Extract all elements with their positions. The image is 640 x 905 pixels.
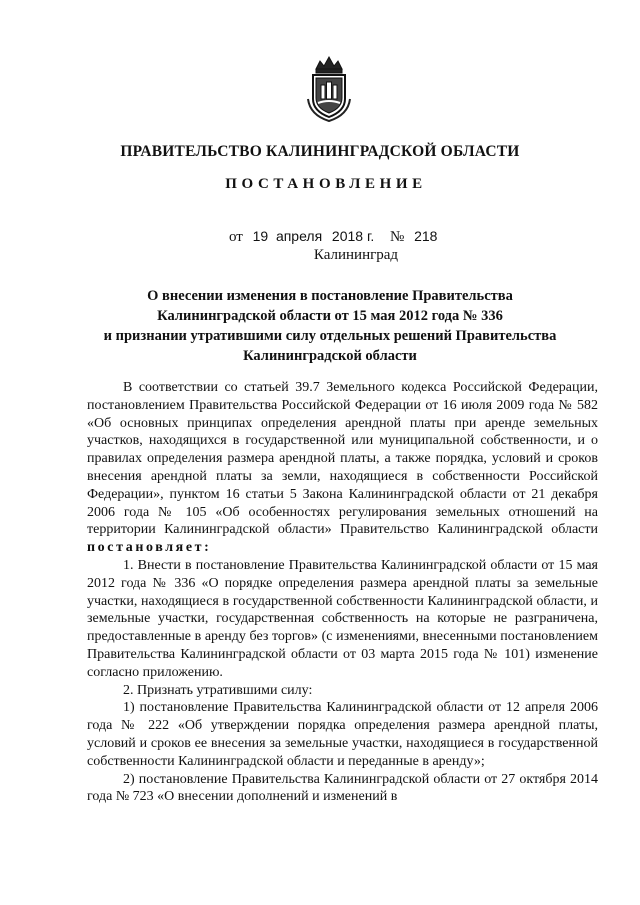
date-day: 19 [252,228,269,244]
item-2-1: 1) постановление Правительства Калининградской области от 12 апреля 2006 года № 222 «Об утверждении порядка определения размера арендной платы, условий и сроков ее внесения за земельные участки, находящиеся в государственной собственности Калининградской области и переданные в аренду»; [87,700,598,769]
city: Калининград [313,247,399,263]
date-month: апреля [275,228,323,244]
item-2-2: 2) постановление Правительства Калининградской области от 27 октября 2014 года № 723 «О внесении дополнений и изменений в [87,771,598,805]
date-prefix: от [229,229,243,245]
title-line: Калининградской области [243,348,417,364]
document-title [80,286,580,366]
coat-of-arms-icon [304,55,354,123]
title-line: Калининградской области от 15 мая 2012 года № 336 [157,308,503,324]
resolves-word: постановляет: [87,540,212,556]
intro-text: В соответствии со статьей 39.7 Земельного кодекса Российской Федерации, постановлением Правительства Российской Федерации от 16 июля 2009 года № 582 «Об основных принципах определения арендной платы при аренде земельных участков, находящихся в государственной или муниципальной собственности, и о правилах определения размера арендной платы, а также порядка, условий и сроков внесения арендной платы за земли, находящиеся в собственности Российской Федерации», пунктом 16 статьи 5 Закона Калининградской области от 21 декабря 2006 года № 105 «Об особенностях регулирования земельных отношений на территории Калининградской области» Правительство Калининградской области [87,380,598,538]
date-year: 2018 г. [331,228,375,244]
document-type: ПОСТАНОВЛЕНИЕ [225,176,427,192]
title-line: О внесении изменения в постановление Правительства [147,288,513,304]
intro-paragraph [87,379,598,557]
document-body [87,379,598,806]
document-number: 218 [414,228,438,244]
number-sign: № [390,229,405,245]
title-line: и признании утратившими силу отдельных решений Правительства [103,328,557,344]
item-1: 1. Внести в постановление Правительства Калининградской области от 15 мая 2012 года № 336 «О порядке определения размера арендной платы за земельные участки, находящиеся в государственной собственности Калининградской области, и земельные участки, государственная собственность на которые не разграничена, предоставленные в аренду без торгов» (с изменениями, внесенными постановлением Правительства Калининградской области от 03 марта 2015 года № 101) изменение согласно приложению. [87,557,598,680]
item-2: 2. Признать утратившими силу: [123,682,313,698]
government-name: ПРАВИТЕЛЬСТВО КАЛИНИНГРАДСКОЙ ОБЛАСТИ [120,143,520,160]
date-line [229,228,437,246]
